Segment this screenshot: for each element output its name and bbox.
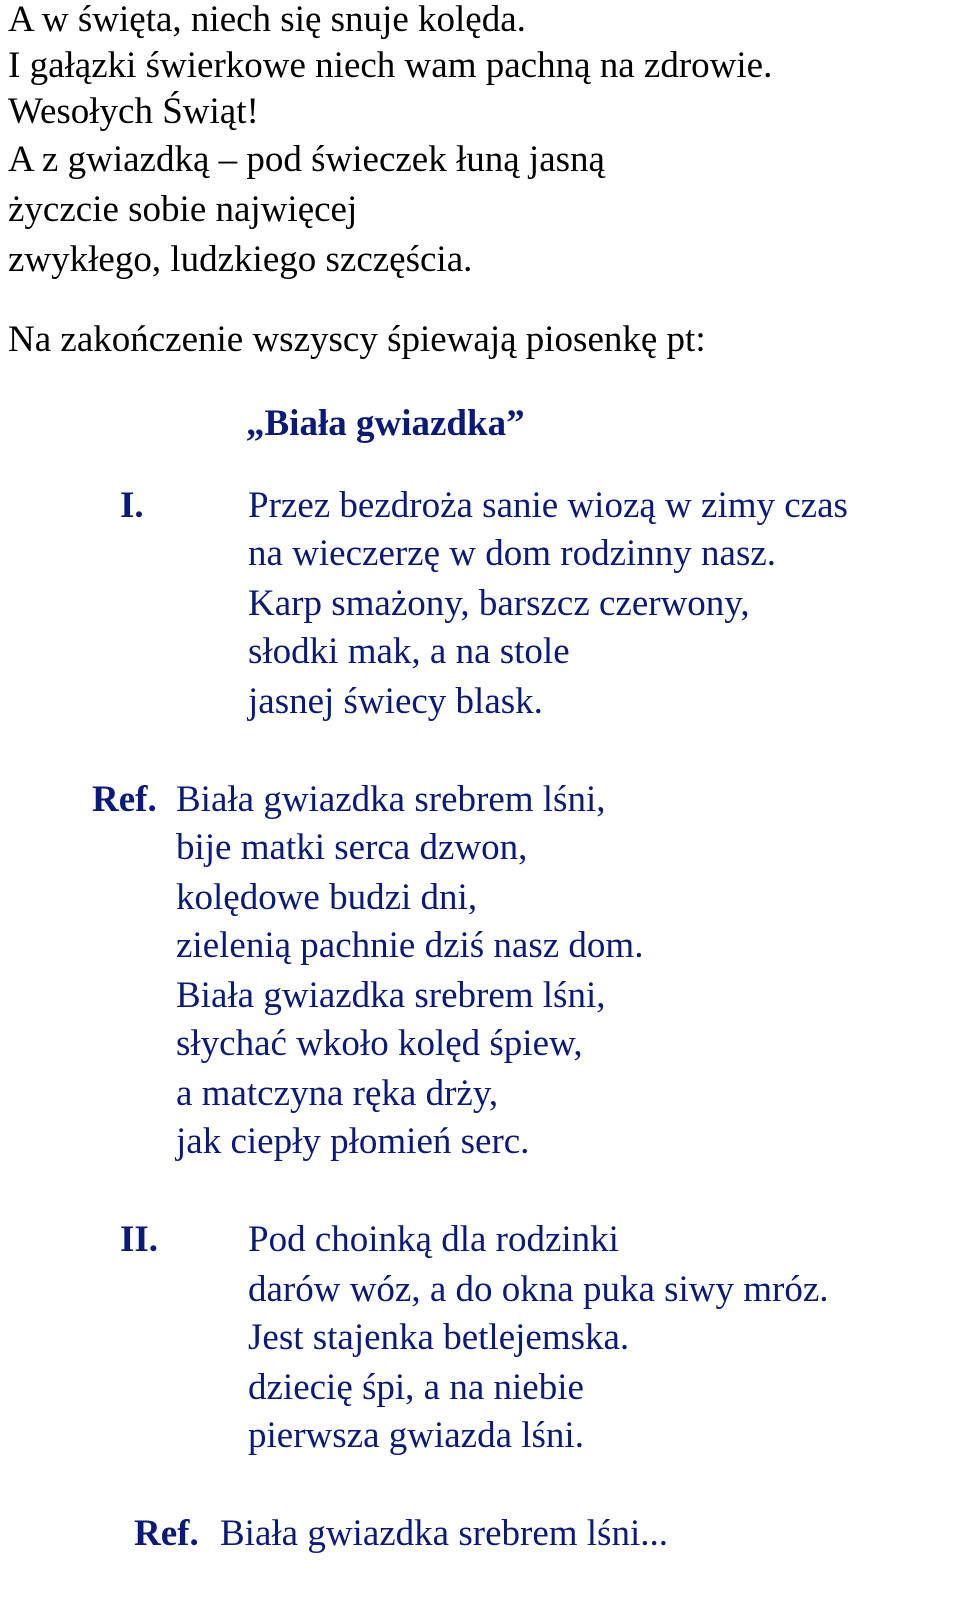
verse-line: Przez bezdroża sanie wiozą w zimy czas — [248, 485, 848, 526]
verse-marker: I. — [120, 485, 144, 526]
verse-line: darów wóz, a do okna puka siwy mróz. — [248, 1269, 829, 1310]
verse-line: jasnej świecy blask. — [248, 681, 543, 722]
refrain-line: Biała gwiazdka srebrem lśni, — [176, 779, 606, 820]
verse-line: słodki mak, a na stole — [248, 631, 570, 672]
refrain-repeat-marker: Ref. — [134, 1513, 199, 1554]
refrain-line: jak ciepły płomień serc. — [176, 1121, 530, 1162]
refrain-line: słychać wkoło kolęd śpiew, — [176, 1023, 583, 1064]
intro-line: życzcie sobie najwięcej — [8, 189, 358, 230]
verse-line: Karp smażony, barszcz czerwony, — [248, 583, 750, 624]
refrain-repeat-line: Biała gwiazdka srebrem lśni... — [220, 1513, 668, 1554]
intro-line: zwykłego, ludzkiego szczęścia. — [8, 239, 473, 280]
intro-line: A w święta, niech się snuje kolęda. — [8, 0, 526, 40]
announcement: Na zakończenie wszyscy śpiewają piosenkę pt: — [8, 319, 706, 360]
verse-line: dziecię śpi, a na niebie — [248, 1367, 584, 1408]
refrain-line: bije matki serca dzwon, — [176, 827, 528, 868]
verse-marker: II. — [120, 1219, 159, 1260]
intro-line: Wesołych Świąt! — [8, 91, 259, 132]
verse-line: Jest stajenka betlejemska. — [248, 1317, 630, 1358]
refrain-line: Biała gwiazdka srebrem lśni, — [176, 975, 606, 1016]
verse-line: Pod choinką dla rodzinki — [248, 1219, 619, 1260]
song-title: „Biała gwiazdka” — [246, 403, 525, 444]
refrain-line: kolędowe budzi dni, — [176, 877, 478, 918]
refrain-line: zielenią pachnie dziś nasz dom. — [176, 925, 644, 966]
verse-line: na wieczerzę w dom rodzinny nasz. — [248, 533, 777, 574]
refrain-line: a matczyna ręka drży, — [176, 1073, 499, 1114]
verse-line: pierwsza gwiazda lśni. — [248, 1415, 584, 1456]
refrain-marker: Ref. — [92, 779, 157, 820]
intro-line: I gałązki świerkowe niech wam pachną na zdrowie. — [8, 45, 773, 86]
intro-line: A z gwiazdką – pod świeczek łuną jasną — [8, 139, 605, 180]
